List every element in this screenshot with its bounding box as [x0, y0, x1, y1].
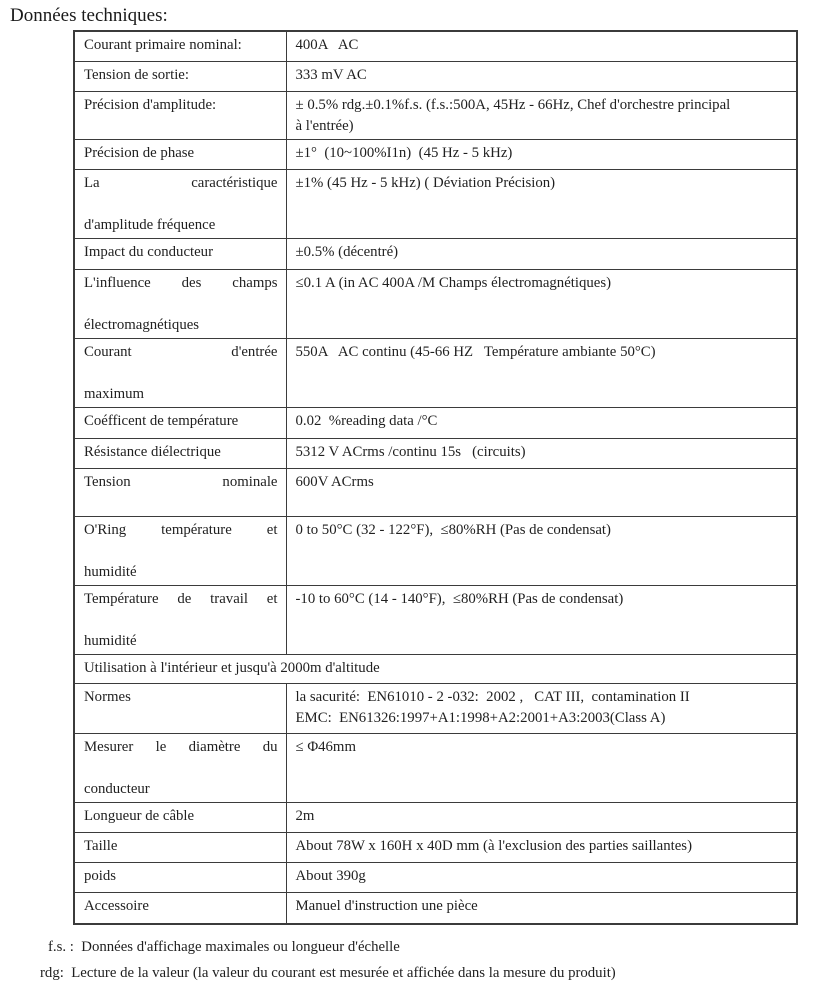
- spec-value-cell: [286, 516, 797, 585]
- spec-label-cell: [74, 862, 286, 892]
- text-line: la sacurité: EN61010 - 2 -032: 2002 , CAT III, contamination II: [295, 688, 690, 705]
- text-line: ±1% (45 Hz - 5 kHz) ( Déviation Précision): [295, 174, 556, 191]
- table-row: [74, 892, 797, 924]
- text-line: Normes: [84, 688, 131, 705]
- spec-label-cell: [74, 269, 286, 338]
- footnote-line: f.s. : Données d'affichage maximales ou longueur d'échelle: [48, 939, 400, 955]
- text-line: -10 to 60°C (14 - 140°F), ≤80%RH (Pas de condensat): [295, 590, 624, 607]
- spec-label-cell: [74, 516, 286, 585]
- text-line: Longueur de câble: [84, 807, 195, 824]
- text-line: Taille: [84, 837, 118, 854]
- text-line: Courant primaire nominal:: [84, 37, 242, 53]
- table-row: [74, 91, 797, 139]
- page-title: Données techniques:: [10, 5, 168, 26]
- text-line: Courant d'entrée: [84, 343, 278, 360]
- text-line: 5312 V ACrms /continu 15s (circuits): [295, 443, 526, 460]
- text-line: Résistance diélectrique: [84, 443, 221, 460]
- text-line: 0 to 50°C (32 - 122°F), ≤80%RH (Pas de condensat): [295, 521, 611, 538]
- spec-value-cell: [286, 91, 797, 139]
- table-row: [74, 683, 797, 733]
- spec-value-cell: [286, 238, 797, 269]
- table-row: [74, 338, 797, 407]
- text-line: d'amplitude fréquence: [84, 216, 216, 233]
- text-line: 2m: [295, 807, 315, 824]
- table-row: [74, 238, 797, 269]
- text-line: Coéfficent de température: [84, 412, 239, 429]
- table-row: [74, 733, 797, 802]
- table-row: [74, 31, 797, 61]
- spec-value-cell: [286, 61, 797, 91]
- text-line: conducteur: [84, 780, 150, 797]
- footnotes: [40, 934, 813, 986]
- text-line: La caractéristique: [84, 174, 278, 191]
- spec-fullwidth-cell: [74, 654, 797, 683]
- table-row: [74, 516, 797, 585]
- text-line: Précision de phase: [84, 144, 195, 161]
- text-line: Impact du conducteur: [84, 243, 214, 260]
- table-row: [74, 61, 797, 91]
- text-line: Tension nominale: [84, 473, 278, 490]
- spec-value-cell: [286, 169, 797, 238]
- spec-value-cell: [286, 802, 797, 832]
- spec-value-cell: [286, 892, 797, 924]
- text-line: ±1° (10~100%I1n) (45 Hz - 5 kHz): [295, 144, 513, 161]
- spec-value-cell: [286, 468, 797, 516]
- spec-value-cell: [286, 585, 797, 654]
- footnote-line: rdg: Lecture de la valeur (la valeur du courant est mesurée et affichée dans la mesure du produit): [40, 965, 616, 981]
- spec-value-cell: [286, 139, 797, 169]
- spec-label-cell: [74, 169, 286, 238]
- spec-value-cell: [286, 31, 797, 61]
- text-line: Tension de sortie:: [84, 66, 189, 83]
- text-line: ±0.5% (décentré): [295, 243, 399, 260]
- text-line: ≤0.1 A (in AC 400A /M Champs électromagnétiques): [295, 274, 612, 291]
- spec-label-cell: [74, 585, 286, 654]
- spec-label-cell: [74, 31, 286, 61]
- spec-label-cell: [74, 468, 286, 516]
- spec-label-cell: [74, 338, 286, 407]
- text-line: Manuel d'instruction une pièce: [295, 897, 478, 914]
- text-line: humidité: [84, 632, 137, 649]
- spec-label-cell: [74, 91, 286, 139]
- text-line: maximum: [84, 385, 145, 402]
- text-line: 550A AC continu (45-66 HZ Température ambiante 50°C): [295, 343, 656, 360]
- spec-value-cell: [286, 269, 797, 338]
- table-body: [74, 31, 797, 924]
- text-line: About 390g: [295, 867, 366, 884]
- text-line: électromagnétiques: [84, 316, 200, 333]
- spec-value-cell: [286, 407, 797, 438]
- table-row: [74, 438, 797, 468]
- text-line: poids: [84, 867, 117, 884]
- table-row: [74, 139, 797, 169]
- text-line: humidité: [84, 563, 137, 580]
- spec-value-cell: [286, 438, 797, 468]
- spec-label-cell: [74, 832, 286, 862]
- text-line: Mesurer le diamètre du: [84, 738, 278, 755]
- table-row: [74, 468, 797, 516]
- text-line: Accessoire: [84, 897, 149, 914]
- spec-value-cell: [286, 733, 797, 802]
- text-line: 400A AC: [295, 37, 359, 53]
- table-row: [74, 862, 797, 892]
- spec-label-cell: [74, 407, 286, 438]
- text-line: à l'entrée): [295, 117, 354, 134]
- document-page: [0, 5, 813, 986]
- technical-data-table: [73, 30, 798, 925]
- text-line: EMC: EN61326:1997+A1:1998+A2:2001+A3:2003(Class A): [295, 709, 666, 726]
- spec-value-cell: [286, 683, 797, 733]
- text-line: About 78W x 160H x 40D mm (à l'exclusion des parties saillantes): [295, 837, 692, 854]
- table-row: [74, 654, 797, 683]
- table-row: [74, 832, 797, 862]
- spec-label-cell: [74, 238, 286, 269]
- text-line: Précision d'amplitude:: [84, 96, 217, 113]
- text-line: 0.02 %reading data /°C: [295, 412, 438, 429]
- spec-label-cell: [74, 438, 286, 468]
- spec-value-cell: [286, 862, 797, 892]
- spec-label-cell: [74, 892, 286, 924]
- table-row: [74, 169, 797, 238]
- spec-label-cell: [74, 683, 286, 733]
- text-line: 333 mV AC: [295, 66, 367, 83]
- table-row: [74, 407, 797, 438]
- table-row: [74, 269, 797, 338]
- spec-label-cell: [74, 733, 286, 802]
- spec-value-cell: [286, 832, 797, 862]
- table-row: [74, 585, 797, 654]
- text-line: 600V ACrms: [295, 473, 374, 490]
- table-row: [74, 802, 797, 832]
- spec-label-cell: [74, 139, 286, 169]
- text-line: Température de travail et: [84, 590, 278, 607]
- text-line: Utilisation à l'intérieur et jusqu'à 2000m d'altitude: [84, 659, 380, 676]
- text-line: ≤ Φ46mm: [295, 738, 356, 755]
- spec-label-cell: [74, 802, 286, 832]
- text-line: O'Ring température et: [84, 521, 278, 538]
- spec-label-cell: [74, 61, 286, 91]
- text-line: ± 0.5% rdg.±0.1%f.s. (f.s.:500A, 45Hz - 66Hz, Chef d'orchestre principal: [295, 96, 731, 113]
- text-line: L'influence des champs: [84, 274, 278, 291]
- spec-value-cell: [286, 338, 797, 407]
